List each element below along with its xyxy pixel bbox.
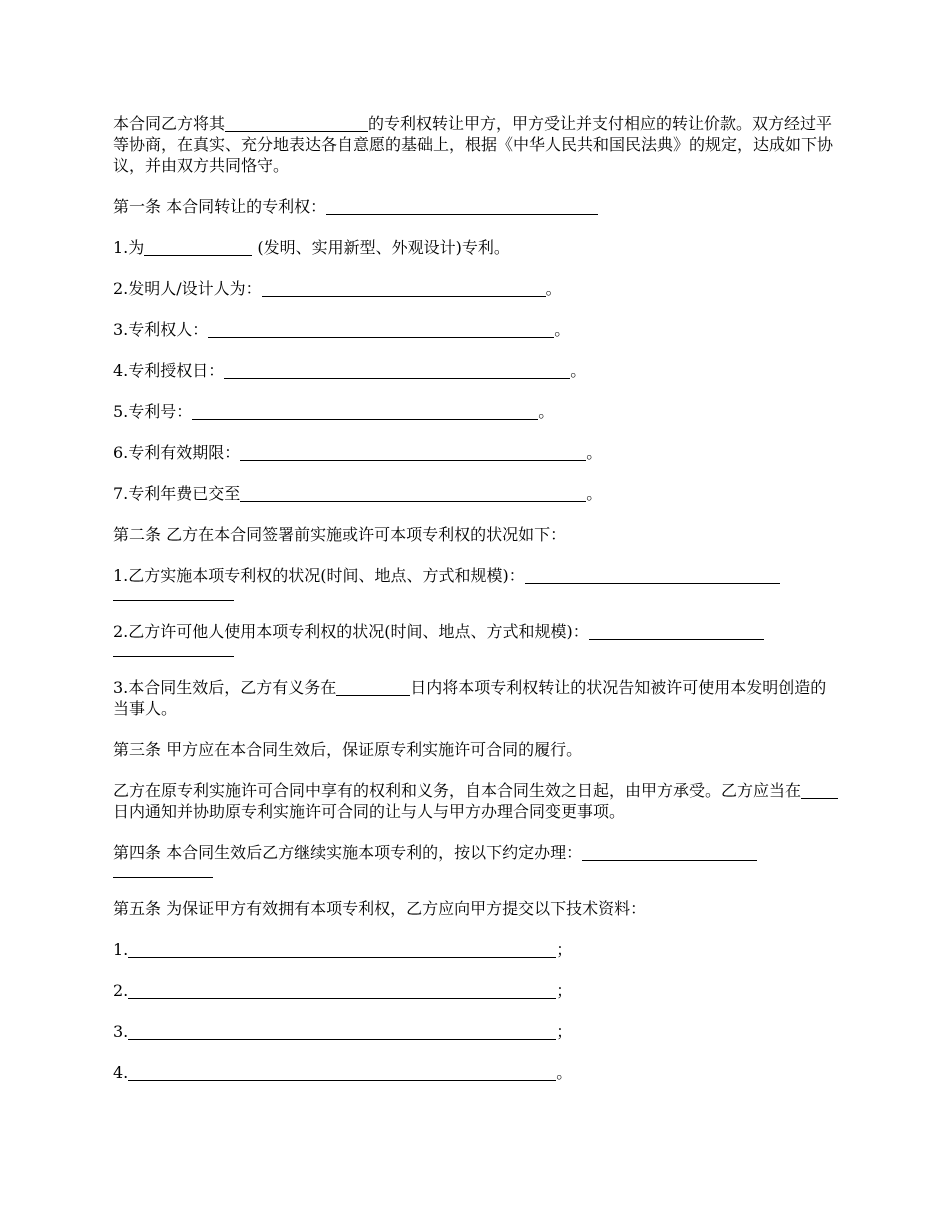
item-label: 1.为 (113, 238, 145, 257)
item-label: 4.专利授权日： (113, 361, 225, 380)
grant-date-blank[interactable] (224, 362, 570, 379)
article-1-item-5 (113, 401, 840, 422)
article-2-item-3 (113, 677, 840, 719)
article-4 (113, 842, 840, 878)
contract-page (113, 113, 840, 1103)
implementation-status-blank-cont[interactable] (113, 586, 234, 601)
license-status-blank-cont[interactable] (113, 642, 234, 657)
item-suffix: 。 (554, 320, 571, 339)
patentee-blank[interactable] (208, 321, 554, 338)
article-1-heading (113, 196, 840, 217)
article-5-item-4 (113, 1062, 840, 1083)
article-1-item-1 (113, 237, 840, 258)
item-suffix: (发明、实用新型、外观设计)专利。 (252, 238, 510, 257)
article-1-item-4 (113, 360, 840, 381)
patent-name-blank[interactable] (225, 115, 368, 132)
item-label: 5.专利号： (113, 402, 193, 421)
tech-doc-1-blank[interactable] (128, 941, 556, 958)
article-2-item-1 (113, 565, 840, 601)
article-1-item-3 (113, 319, 840, 340)
article-5-item-3 (113, 1021, 840, 1042)
annual-fee-blank[interactable] (240, 485, 586, 502)
item-label: 1.乙方实施本项专利权的状况(时间、地点、方式和规模)： (113, 566, 525, 585)
item-suffix: 。 (570, 361, 587, 380)
item-suffix: 。 (545, 279, 562, 298)
item-label: 3.专利权人： (113, 320, 209, 339)
item-number: 3. (113, 1022, 129, 1041)
item-label: 6.专利有效期限： (113, 443, 241, 462)
article-2-heading: 第二条 乙方在本合同签署前实施或许可本项专利权的状况如下： (113, 525, 567, 544)
item-number: 1. (113, 940, 129, 959)
patent-number-blank[interactable] (192, 403, 538, 420)
item-suffix: 。 (556, 1063, 573, 1082)
item-suffix: 。 (538, 402, 555, 421)
article-5-item-2 (113, 980, 840, 1001)
item-suffix: ； (556, 940, 573, 959)
intro-text-2: 的专利权转让甲方，甲方受让并支付相应的转让价款。双方经过平等协商，在真实、充分地表达各自意愿的基础上，根据《中华人民共和国民法典》的规定，达成如下协议，并由双方共同恪守。 (113, 114, 834, 175)
article-3-heading: 第三条 甲方应在本合同生效后，保证原专利实施许可合同的履行。 (113, 740, 583, 759)
intro-paragraph (113, 113, 840, 176)
item-suffix: 。 (586, 484, 603, 503)
article-2-item-2 (113, 621, 840, 657)
item-label: 2.发明人/设计人为： (113, 279, 262, 298)
notify-days-blank[interactable] (336, 679, 410, 696)
intro-text-1: 本合同乙方将其 (113, 114, 226, 133)
item-number: 4. (113, 1063, 129, 1082)
tech-doc-4-blank[interactable] (128, 1064, 556, 1081)
article-5-heading: 第五条 为保证甲方有效拥有本项专利权，乙方应向甲方提交以下技术资料： (113, 899, 647, 918)
item-suffix: 。 (586, 443, 603, 462)
article-1-item-7 (113, 483, 840, 504)
patent-type-blank[interactable] (144, 239, 252, 256)
paragraph-text-2: 日内通知并协助原专利实施许可合同的让与人与甲方办理合同变更事项。 (113, 802, 626, 821)
validity-period-blank[interactable] (240, 444, 586, 461)
inventor-blank[interactable] (262, 280, 546, 297)
continue-implementation-blank[interactable] (582, 844, 757, 861)
implementation-status-blank[interactable] (525, 567, 780, 584)
item-label: 7.专利年费已交至 (113, 484, 241, 503)
article-5-item-1 (113, 939, 840, 960)
item-number: 2. (113, 981, 129, 1000)
tech-doc-3-blank[interactable] (128, 1023, 556, 1040)
article-1-heading-text: 第一条 本合同转让的专利权： (113, 197, 327, 216)
continue-implementation-blank-cont[interactable] (113, 863, 213, 878)
item-suffix: ； (556, 981, 573, 1000)
license-status-blank[interactable] (589, 623, 764, 640)
item-suffix: ； (556, 1022, 573, 1041)
article-1-item-6 (113, 442, 840, 463)
paragraph-text-1: 乙方在原专利实施许可合同中享有的权利和义务，自本合同生效之日起，由甲方承受。乙方应当在 (113, 781, 802, 800)
article-4-text: 第四条 本合同生效后乙方继续实施本项专利的，按以下约定办理： (113, 843, 583, 862)
article-1-item-2 (113, 278, 840, 299)
article-3-paragraph (113, 780, 840, 822)
item-label: 2.乙方许可他人使用本项专利权的状况(时间、地点、方式和规模)： (113, 622, 589, 641)
item-suffix: 日内将本项专利权转让的状况告知被许可使用本发明创造的当事人。 (113, 678, 827, 718)
tech-doc-2-blank[interactable] (128, 982, 556, 999)
assist-days-blank[interactable] (801, 782, 838, 799)
article-1-patent-blank[interactable] (326, 198, 598, 215)
item-label: 3.本合同生效后，乙方有义务在 (113, 678, 337, 697)
